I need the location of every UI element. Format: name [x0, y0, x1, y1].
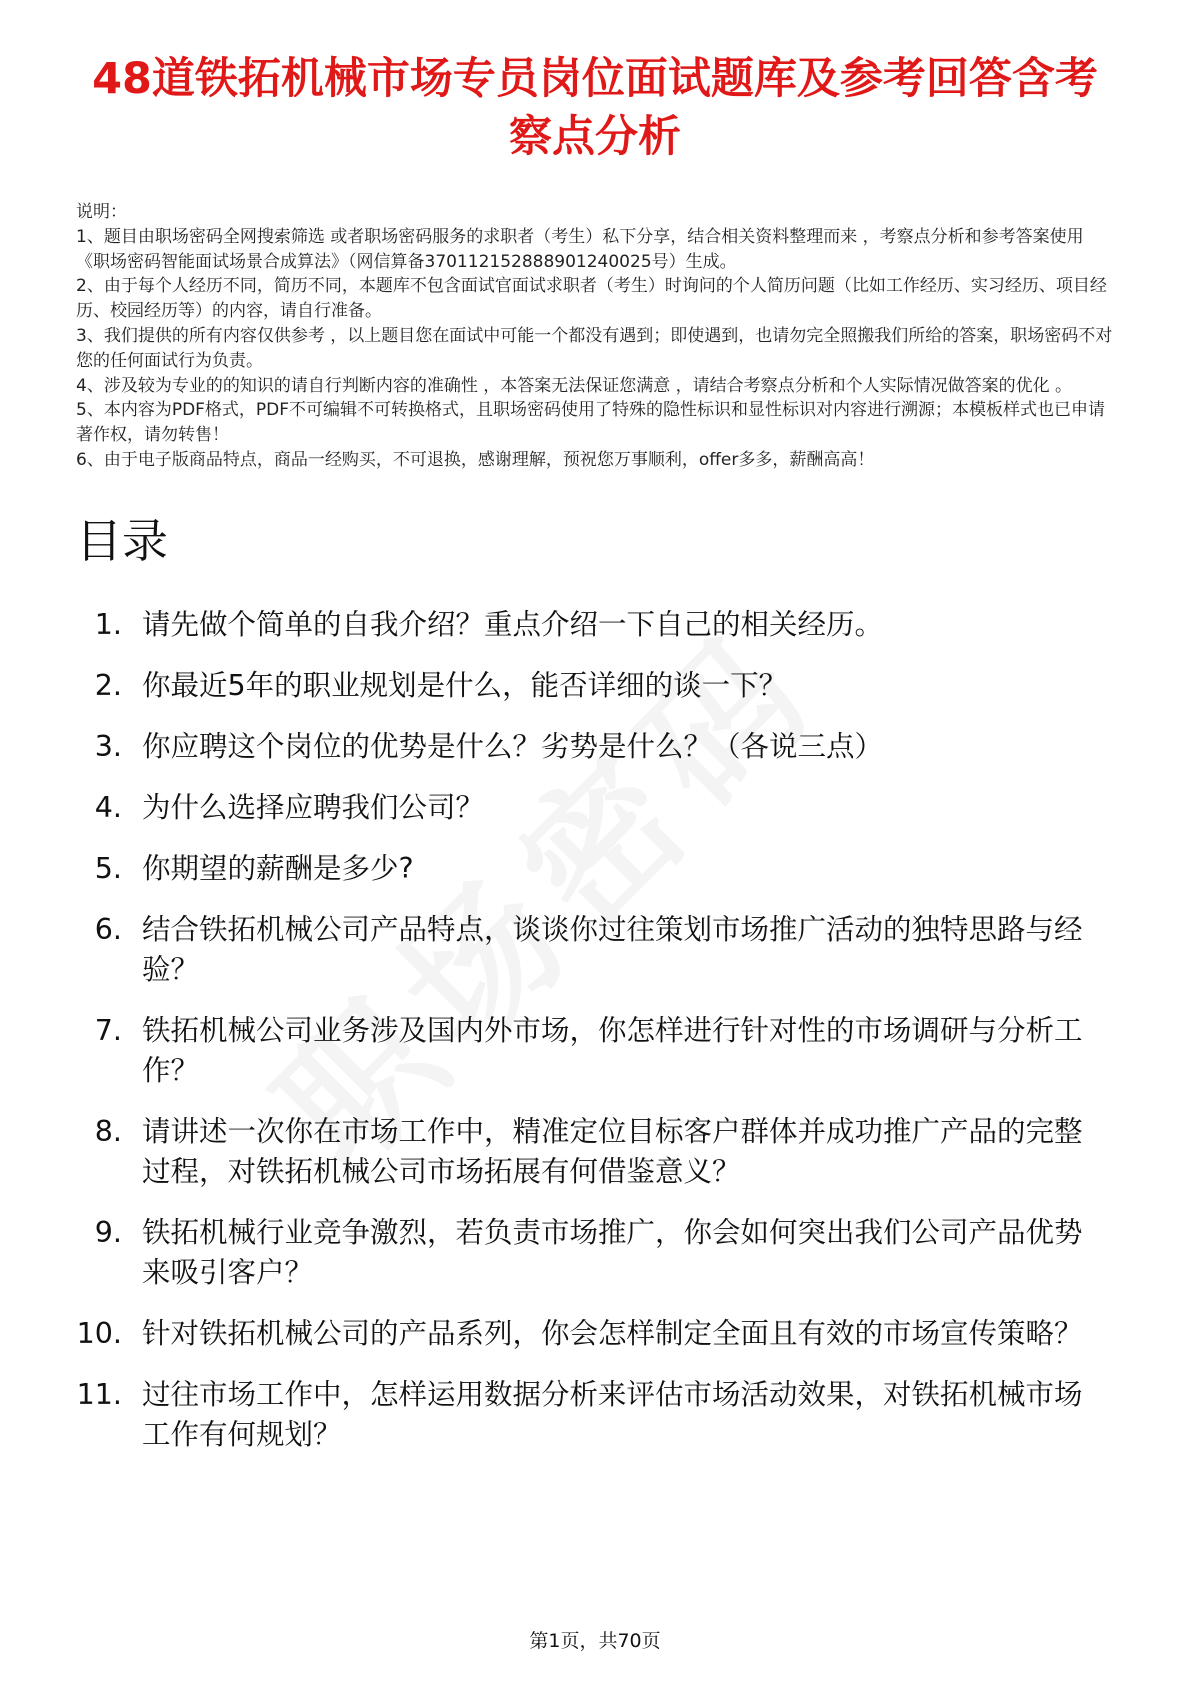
toc-item[interactable] — [76, 788, 1114, 828]
toc-list — [76, 605, 1114, 1455]
toc-heading: 目录 — [76, 513, 168, 568]
notes-line: 4、涉及较为专业的的知识的请自行判断内容的准确性 ，本答案无法保证您满意 ，请结合考察点分析和个人实际情况做答案的优化 。 — [76, 375, 1073, 396]
toc-item-number: 8. — [94, 1114, 122, 1148]
toc-item-text: 结合铁拓机械公司产品特点，谈谈你过往策划市场推广活动的独特思路与经验？ — [142, 912, 1083, 986]
notes-line: 6、由于电子版商品特点，商品一经购买，不可退换，感谢理解，预祝您万事顺利，offer多多，薪酬高高！ — [76, 449, 875, 470]
toc-item[interactable] — [76, 1011, 1114, 1091]
page-footer: 第1页，共70页 — [529, 1630, 661, 1652]
notes-line: 1、题目由职场密码全网搜索筛选 或者职场密码服务的求职者（考生）私下分享，结合相关资料整理而来 ，考察点分析和参考答案使用《职场密码智能面试场景合成算法》（网信算备370112152888901240025号）生成。 — [76, 226, 1084, 272]
document-title: 48道铁拓机械市场专员岗位面试题库及参考回答含考察点分析 — [92, 54, 1098, 162]
toc-item-number: 2. — [94, 668, 122, 702]
toc-item[interactable] — [76, 1375, 1114, 1455]
notes-line: 2、由于每个人经历不同，简历不同，本题库不包含面试官面试求职者（考生）时询问的个人简历问题（比如工作经历、实习经历、项目经历、校园经历等）的内容，请自行准备。 — [76, 276, 1107, 322]
notes-line: 说明： — [76, 202, 127, 222]
toc-item-text: 你应聘这个岗位的优势是什么？劣势是什么？（各说三点） — [142, 729, 884, 763]
toc-item-number: 5. — [94, 851, 122, 885]
toc-item[interactable] — [76, 1314, 1114, 1354]
notes-line: 5、本内容为PDF格式，PDF不可编辑不可转换格式，且职场密码使用了特殊的隐性标识和显性标识对内容进行溯源；本模板样式也已申请著作权，请勿转售！ — [76, 400, 1106, 446]
toc-item-number: 9. — [94, 1215, 122, 1249]
notes-line: 3、我们提供的所有内容仅供参考 ，以上题目您在面试中可能一个都没有遇到；即使遇到，也请勿完全照搬我们所给的答案，职场密码不对您的任何面试行为负责。 — [76, 325, 1113, 371]
toc-item-number: 10. — [76, 1316, 122, 1350]
toc-item[interactable] — [76, 910, 1114, 990]
toc-item[interactable] — [76, 1213, 1114, 1293]
toc-item[interactable] — [76, 849, 1114, 889]
toc-item[interactable] — [76, 727, 1114, 767]
toc-item[interactable] — [76, 605, 1114, 645]
toc-item-text: 铁拓机械公司业务涉及国内外市场，你怎样进行针对性的市场调研与分析工作？ — [142, 1013, 1083, 1087]
toc-item-text: 铁拓机械行业竞争激烈，若负责市场推广，你会如何突出我们公司产品优势来吸引客户？ — [142, 1215, 1083, 1289]
toc-item-text: 请先做个简单的自我介绍？重点介绍一下自己的相关经历。 — [142, 607, 884, 641]
toc-item-text: 过往市场工作中，怎样运用数据分析来评估市场活动效果，对铁拓机械市场工作有何规划？ — [142, 1377, 1083, 1451]
toc-item-number: 6. — [94, 912, 122, 946]
toc-item-text: 针对铁拓机械公司的产品系列，你会怎样制定全面且有效的市场宣传策略？ — [142, 1316, 1083, 1350]
toc-item-number: 7. — [94, 1013, 122, 1047]
toc-item[interactable] — [76, 1112, 1114, 1192]
toc-item-number: 4. — [94, 790, 122, 824]
toc-item-text: 请讲述一次你在市场工作中，精准定位目标客户群体并成功推广产品的完整过程，对铁拓机械公司市场拓展有何借鉴意义？ — [142, 1114, 1083, 1188]
toc-item-text: 为什么选择应聘我们公司？ — [142, 790, 485, 824]
toc-item-number: 3. — [94, 729, 122, 763]
toc-item-text: 你期望的薪酬是多少? — [142, 851, 414, 885]
notes-section — [76, 200, 1114, 473]
toc-item[interactable] — [76, 666, 1114, 706]
toc-item-text: 你最近5年的职业规划是什么，能否详细的谈一下？ — [142, 668, 788, 702]
toc-item-number: 1. — [94, 607, 122, 641]
toc-item-number: 11. — [76, 1377, 122, 1411]
